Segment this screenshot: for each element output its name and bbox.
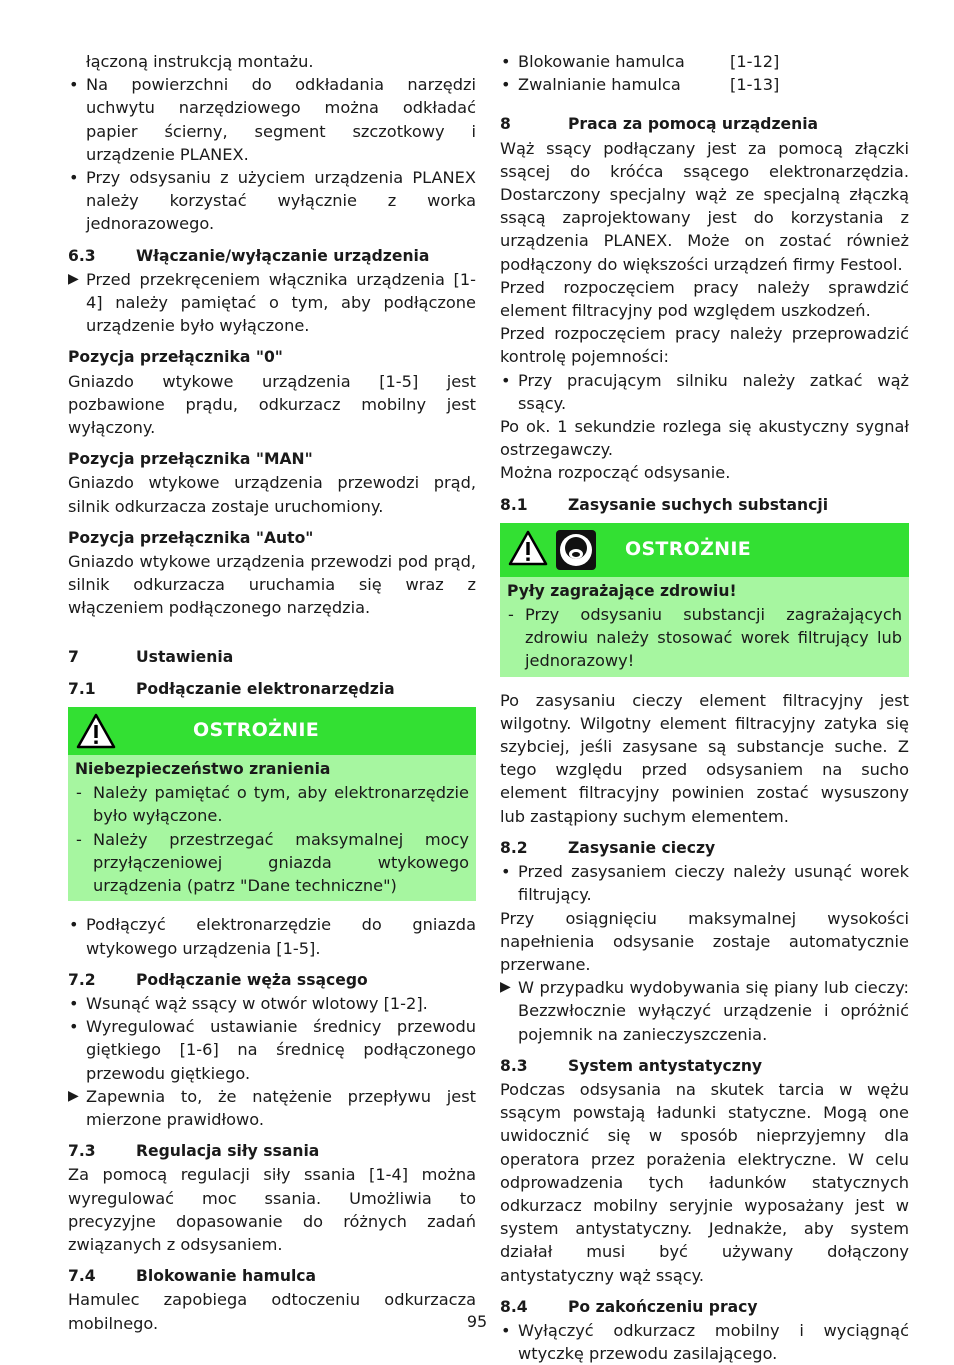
warning-label: OSTROŻNIE: [193, 719, 320, 742]
left-column: [68, 50, 476, 1335]
warning-triangle-icon: [75, 712, 117, 750]
bullet-item: • Przed zasysaniem cieczy należy usunąć worek filtrujący.: [500, 860, 909, 906]
paragraph: Przy osiągnięciu maksymalnej wysokości napełnienia odsysanie zostaje automatycznie przerwane.: [500, 908, 909, 974]
dust-mask-icon: [555, 529, 597, 571]
paragraph: Przed rozpoczęciem pracy należy sprawdzić element filtracyjny pod względem uszkodzeń.: [500, 277, 909, 321]
bullet-item: • Przy pracującym silniku należy zatkać wąż ssący.: [500, 369, 909, 415]
section-heading-7: 7 Ustawienia: [68, 647, 234, 666]
brake-item: • Zwalnianie hamulca [1-13]: [500, 73, 909, 96]
section-heading-8-2: 8.2 Zasysanie cieczy: [500, 838, 716, 857]
warning-box: [68, 707, 476, 901]
warning-content: [500, 577, 909, 677]
paragraph: Podczas odsysania na skutek tarcia w wężu ssącym powstają ładunki statyczne. Mogą one uwidocznić się w sposób nieprzyjemny dla operatora przez porażenia elektryczne. W celu odprowadzenia tych ładunków statycznych odkurzacz mobilny seryjnie wyposażany jest w system antystatyczny. Jednakże, aby system działał musi być używany dołączony antystatyczny wąż ssący.: [500, 1079, 909, 1285]
arrow-right-icon: ▶: [68, 1087, 79, 1104]
warning-item: - Należy przestrzegać maksymalnej mocy przyłączeniowej gniazda wtykowego urządzenia (patrz "Dane techniczne"): [75, 828, 469, 898]
subheading-pos0: Pozycja przełącznika "0": [68, 348, 283, 367]
brake-item: • Blokowanie hamulca [1-12]: [500, 50, 909, 73]
paragraph: Gniazdo wtykowe urządzenia przewodzi prąd, silnik odkurzacza zostaje uruchomiony.: [68, 473, 476, 516]
warning-content: [68, 755, 476, 901]
warning-header: [68, 707, 476, 755]
bullet-item: • Wyłączyć odkurzacz mobilny i wyciągnąć wtyczkę przewodu zasilającego.: [500, 1319, 909, 1365]
paragraph: Przed rozpoczęciem pracy należy przeprowadzić kontrolę pojemności:: [500, 324, 909, 367]
paragraph: Gniazdo wtykowe urządzenia [1-5] jest pozbawione prądu, odkurzacz mobilny jest wyłączony.: [68, 371, 476, 438]
paragraph: Po ok. 1 sekundzie rozlega się akustyczny sygnał ostrzegawczy.: [500, 417, 909, 460]
bullet-item: • Przy odsysaniu z użyciem urządzenia PLANEX należy korzystać wyłącznie z worka jednorazowego.: [68, 166, 476, 236]
warning-label: OSTROŻNIE: [625, 538, 752, 561]
warning-item: - Przy odsysaniu substancji zagrażających zdrowiu należy stosować worek filtrujący lub jednorazowy!: [507, 603, 902, 673]
arrow-right-icon: ▶: [68, 270, 79, 287]
section-heading-7-4: 7.4 Blokowanie hamulca: [68, 1267, 317, 1286]
section-heading-7-3: 7.3 Regulacja siły ssania: [68, 1142, 320, 1161]
bullet-item: • Wsunąć wąż ssący w otwór wlotowy [1-2].: [68, 992, 476, 1015]
page-number: 95: [466, 1312, 488, 1331]
arrow-right-icon: ▶: [500, 979, 511, 996]
action-item: ▶ Zapewnia to, że natężenie przepływu jest mierzone prawidłowo.: [68, 1086, 476, 1129]
paragraph: Gniazdo wtykowe urządzenia przewodzi pod prąd, silnik odkurzacza uruchamia się wraz z włączeniem podłączonego narzędzia.: [68, 552, 476, 618]
warning-box: [500, 523, 909, 677]
bullet-item: • Na powierzchni do odkładania narzędzi uchwytu narzędziowego można odkładać papier ścierny, segment szczotkowy i urządzenie PLANEX.: [68, 73, 476, 166]
paragraph: Można rozpocząć odsysanie.: [500, 463, 731, 483]
action-item: ▶ Przed przekręceniem włącznika urządzenia [1-4] należy pamiętać o tym, aby podłączone urządzenie było wyłączone.: [68, 269, 476, 336]
warning-triangle-icon: [507, 529, 549, 567]
bullet-item: • Wyregulować ustawianie średnicy przewodu giętkiego [1-6] na średnicę podłączonego przewodu giętkiego.: [68, 1015, 476, 1085]
bullet-item: • Podłączyć elektronarzędzie do gniazda wtykowego urządzenia [1-5].: [68, 913, 476, 959]
section-heading-8: 8 Praca za pomocą urządzenia: [500, 115, 819, 134]
section-heading-7-2: 7.2 Podłączanie węża ssącego: [68, 970, 368, 989]
paragraph: Wąż ssący podłączany jest za pomocą złączki ssącej do króćca ssącego elektronarzędzia. Dostarczony specjalny wąż ze specjalną złączką ssącą zaprojektowany jest do korzystania z urządzenia PLANEX. Może on zostać również podłączony do większości urządzeń firmy Festool.: [500, 138, 909, 274]
warning-header: [500, 523, 909, 577]
section-heading-7-1: 7.1 Podłączanie elektronarzędzia: [68, 679, 395, 698]
paragraph: Hamulec zapobiega odtoczeniu odkurzacza mobilnego.: [68, 1290, 476, 1333]
intro-continuation: łączoną instrukcją montażu.: [86, 52, 314, 71]
subheading-posauto: Pozycja przełącznika "Auto": [68, 528, 314, 547]
action-item: ▶ W przypadku wydobywania się piany lub cieczy: Bezzwłocznie wyłączyć urządzenie i opróżnić pojemnik na zanieczyszczenia.: [500, 978, 909, 1044]
section-heading-8-3: 8.3 System antystatyczny: [500, 1056, 763, 1075]
warning-item: - Należy pamiętać o tym, aby elektronarzędzie było wyłączone.: [75, 781, 469, 827]
warning-title: Niebezpieczeństwo zranienia: [75, 760, 331, 779]
right-column: [500, 50, 909, 1365]
paragraph: Za pomocą regulacji siły ssania [1-4] można wyregulować moc ssania. Umożliwia to precyzyjne dopasowanie do różnych zadań związanych z odsysaniem.: [68, 1165, 476, 1254]
section-heading-8-4: 8.4 Po zakończeniu pracy: [500, 1297, 758, 1316]
section-heading-8-1: 8.1 Zasysanie suchych substancji: [500, 495, 829, 514]
subheading-posman: Pozycja przełącznika "MAN": [68, 450, 313, 469]
paragraph: Po zasysaniu cieczy element filtracyjny jest wilgotny. Wilgotny element filtracyjny zatyka się szybciej, jeśli zasysane są substancje suche. Z tego względu przed odsysaniem na sucho element filtracyjny powinien zostać wysuszony lub zastąpiony suchym elementem.: [500, 690, 909, 826]
warning-title: Pyły zagrażające zdrowiu!: [507, 581, 737, 600]
section-heading-6-3: 6.3 Włączanie/wyłączanie urządzenia: [68, 246, 430, 265]
